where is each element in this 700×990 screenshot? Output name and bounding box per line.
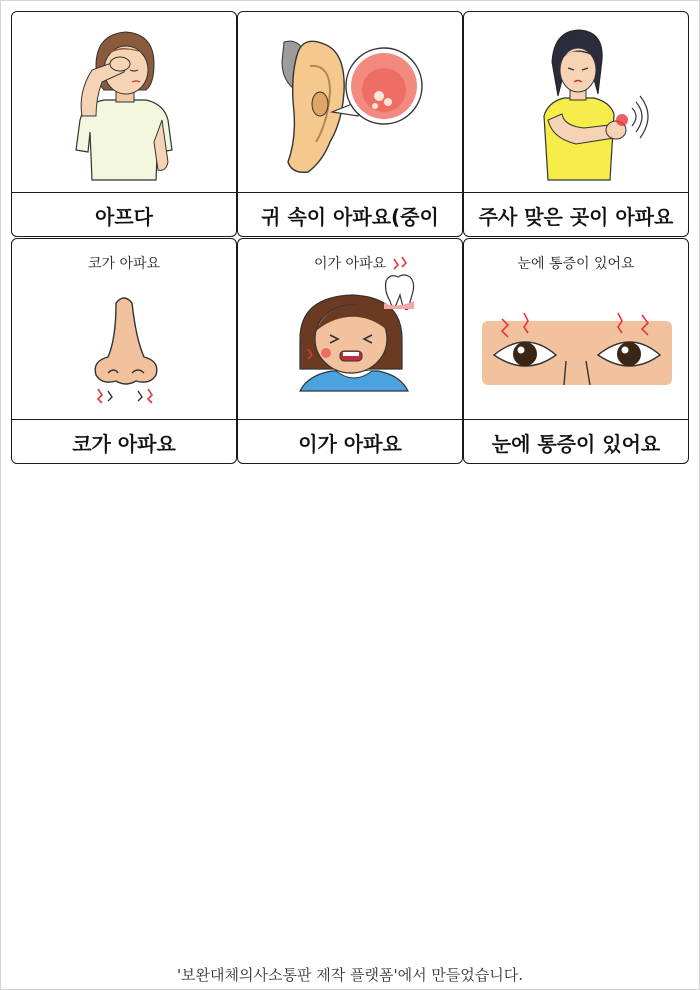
- aac-card-eye-pain[interactable]: [463, 238, 689, 464]
- ear-infection-icon: [238, 12, 463, 192]
- aac-card-toothache[interactable]: [237, 238, 463, 464]
- card-caption: 눈에 통증이 있어요: [517, 256, 635, 272]
- aac-board: [11, 11, 689, 464]
- card-caption: 코가 아파요: [87, 256, 161, 272]
- card-label: 귀 속이 아파요(중이: [261, 204, 439, 229]
- card-caption: 이가 아파요: [313, 256, 387, 272]
- footer-credit: '보완대체의사소통판 제작 플랫폼'에서 만들었습니다.: [176, 966, 524, 984]
- card-label: 코가 아파요: [72, 431, 176, 456]
- card-label: 눈에 통증이 있어요: [491, 431, 661, 456]
- card-label: 아프다: [95, 204, 153, 229]
- card-label: 주사 맞은 곳이 아파요: [478, 204, 674, 229]
- card-illustration: [464, 12, 688, 192]
- aac-card-ear-pain[interactable]: [237, 11, 463, 237]
- card-illustration: [12, 12, 236, 192]
- aac-card-injection-pain[interactable]: [463, 11, 689, 237]
- injection-arm-pain-icon: [464, 12, 689, 192]
- headache-person-icon: [12, 12, 237, 192]
- aac-card-nose-pain[interactable]: [11, 238, 237, 464]
- card-illustration: [238, 12, 462, 192]
- aac-card-headache[interactable]: [11, 11, 237, 237]
- card-label: 이가 아파요: [298, 431, 402, 456]
